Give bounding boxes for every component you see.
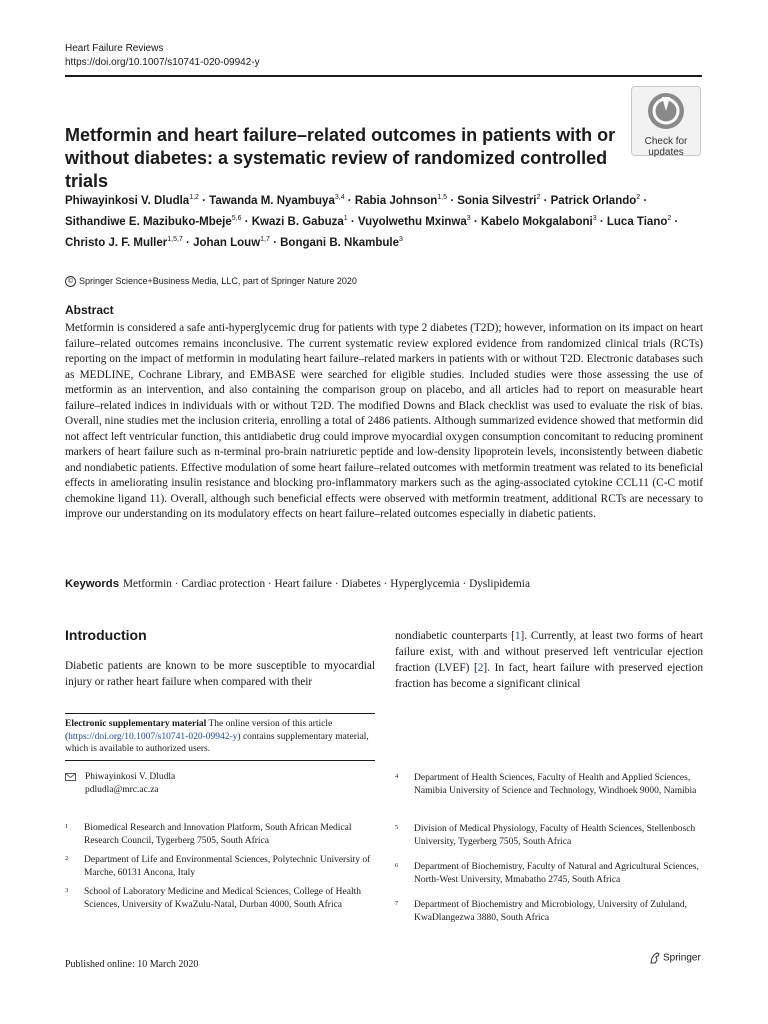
introduction-left-column: Diabetic patients are known to be more susceptible to myocardial injury or rather heart failure when compared with their: [65, 660, 375, 688]
affiliation-number: 5: [395, 824, 399, 831]
affiliation-item: [65, 854, 375, 880]
abstract-heading: Abstract: [65, 303, 114, 317]
keywords-label: Keywords: [65, 578, 119, 590]
intro-text-part: ]. In fact, heart failure with preserved ejection fraction has become a significant clinical: [395, 662, 703, 690]
author-name[interactable]: Sithandiwe E. Mazibuko-Mbeje: [65, 215, 232, 228]
affiliation-text: Department of Life and Environmental Sciences, Polytechnic University of Marche, 60131 Ancona, Italy: [84, 855, 371, 878]
affiliation-text: Division of Medical Physiology, Faculty of Health Sciences, Stellenbosch University, Tygerberg 7505, South Africa: [414, 824, 696, 847]
springer-logo: [649, 952, 701, 964]
author-name[interactable]: Rabia Johnson: [354, 194, 438, 207]
publisher-name: Springer: [663, 952, 701, 964]
author-name[interactable]: Vuyolwethu Mxinwa: [357, 215, 467, 228]
author-name[interactable]: Tawanda M. Nyambuya: [209, 194, 335, 207]
abstract-text: Metformin is considered a safe anti-hyperglycemic drug for patients with type 2 diabetes (T2D); however, information on its impact on heart failure–related outcomes remains inconclusive. The current systematic review explored evidence from randomized clinical trials (RCTs) reporting on the impact of metformin in modulating heart failure–related markers in patients with or without T2D. Electronic databases such as MEDLINE, Cochrane Library, and EMBASE were searched for eligible studies. Included studies were those assessing the use of metformin as an intervention, and also containing the comparison group on placebo, and all articles had to report on measurable heart failure–related indices in individuals with or without T2D. The modified Downs and Black checklist was used to evaluate the risk of bias. Overall, nine studies met the inclusion criteria, enrolling a total of 2486 patients. Although summarized evidence showed that metformin did not affect left ventricular function, this antidiabetic drug could improve myocardial oxygen consumption concomitant to reducing prominent markers of heart failure such as n-terminal pro-brain natriuretic peptide and low-density lipoprotein levels, inconsistently between diabetic and nondiabetic patients. Effective modulation of some heart failure–related outcomes with metformin treatment was related to its beneficial effects in ameliorating insulin resistance and blocking pro-inflammatory markers such as the aging-associated cytokine CCL11 (C-C motif chemokine ligand 11). Overall, although such beneficial effects were observed with metformin treatment, additional RCTs are necessary to improve our understanding on its modulatory effects on heart failure–related outcomes especially in diabetic patients.: [65, 322, 703, 520]
badge-label-line1: Check for: [644, 136, 688, 147]
affiliation-item: [395, 823, 705, 849]
esm-text: The online version of this article (: [65, 719, 333, 742]
author-affiliation-marks: 1,5: [437, 194, 447, 201]
article-title: Metformin and heart failure–related outcomes in patients with or without diabetes: a systematic review of randomized controlled trials: [65, 125, 616, 191]
header-rule: [65, 75, 702, 77]
affiliation-number: 2: [65, 855, 69, 862]
affiliation-text: School of Laboratory Medicine and Medical Sciences, College of Health Sciences, University of KwaZulu-Natal, Durban 4000, South Africa: [84, 887, 361, 910]
affiliation-text: Department of Biochemistry and Microbiology, University of Zululand, KwaDlangezwa 3880, South Africa: [414, 900, 687, 923]
article-doi-link[interactable]: https://doi.org/10.1007/s10741-020-09942-y: [65, 57, 260, 68]
author-name[interactable]: Johan Louw: [193, 236, 261, 249]
supplementary-material-note: [65, 713, 375, 761]
affiliation-item: [65, 886, 375, 912]
esm-label: Electronic supplementary material: [65, 719, 207, 729]
springer-horse-icon: [649, 952, 661, 964]
copyright-text: Springer Science+Business Media, LLC, part of Springer Nature 2020: [79, 276, 357, 286]
author-name[interactable]: Luca Tiano: [606, 215, 668, 228]
author-affiliation-marks: 2: [636, 194, 641, 201]
author-affiliation-marks: 1,7: [260, 235, 270, 243]
author-affiliation-marks: 1,2: [189, 194, 199, 201]
citation-link-1[interactable]: 1: [514, 630, 521, 642]
badge-label-line2: updates: [648, 147, 684, 158]
author-affiliation-marks: 3: [466, 214, 471, 222]
author-affiliation-marks: 3: [592, 214, 597, 222]
author-list: Phiwayinkosi V. Dludla$^{1,2}$ · Tawanda M. Nyambuya$^{3,4}$ · Rabia Johnson$^{1,5}$ · Sonia Silvestri$^2$ · Patrick Orlando$^2$ · Sithandiwe E. Mazibuko-Mbeje$^{5,6}$ · Kwazi B. Gabuza$^1$ · Vuyolwethu Mxinwa$^3$ · Kabelo Mokgalaboni$^3$ · Luca Tiano$^2$ · Christo J. F. Muller$^{1,5,7}$ · Johan Louw$^{1,7}$ · Bongani B. Nkambule$^3$: [65, 194, 679, 249]
author-name[interactable]: Kabelo Mokgalaboni: [480, 215, 593, 228]
author-name[interactable]: Patrick Orlando: [550, 194, 637, 207]
check-for-updates-badge[interactable]: [631, 86, 701, 156]
envelope-icon: [65, 773, 76, 781]
author-affiliation-marks: 2: [536, 194, 541, 201]
keywords-text: Metformin · Cardiac protection · Heart failure · Diabetes · Hyperglycemia · Dyslipidemia: [123, 578, 530, 590]
author-affiliation-marks: 3,4: [334, 194, 345, 201]
affiliation-number: 4: [395, 773, 399, 780]
author-affiliation-marks: 2: [667, 214, 672, 222]
check-for-updates-icon: [646, 91, 686, 131]
copyright-line: [65, 276, 357, 287]
introduction-right-column: [395, 628, 703, 692]
author-affiliation-marks: 3: [398, 235, 403, 243]
esm-doi-link[interactable]: https://doi.org/10.1007/s10741-020-09942-y: [68, 731, 238, 742]
copyright-icon: ©: [65, 276, 76, 287]
author-affiliation-marks: 1,5,7: [167, 235, 183, 243]
keywords-line: [65, 578, 705, 590]
esm-text: ) contains supplementary material, which is available to authorized users.: [65, 731, 369, 754]
author-name[interactable]: Christo J. F. Muller: [65, 236, 168, 249]
corresponding-author-email[interactable]: pdludla@mrc.ac.za: [85, 785, 159, 795]
affiliation-text: Department of Health Sciences, Faculty of Health and Applied Sciences, Namibia University of Science and Technology, Windhoek 9000, Namibia: [414, 773, 697, 796]
correspondence-block: [65, 771, 375, 797]
author-affiliation-marks: 5,6: [231, 214, 242, 222]
published-date: Published online: 10 March 2020: [65, 959, 199, 970]
affiliation-item: [395, 861, 705, 887]
citation-link-2[interactable]: 2: [477, 662, 484, 674]
affiliation-text: Biomedical Research and Innovation Platform, South African Medical Research Council, Tygerberg 7505, South Africa: [84, 823, 352, 846]
affiliation-item: [395, 772, 705, 798]
corresponding-author-name: Phiwayinkosi V. Dludla: [85, 772, 176, 782]
author-affiliation-marks: 1: [343, 214, 348, 222]
affiliation-item: [395, 899, 705, 925]
author-name[interactable]: Sonia Silvestri: [457, 194, 537, 207]
affiliation-number: 1: [65, 823, 69, 830]
journal-name: Heart Failure Reviews: [65, 43, 164, 54]
intro-text-part: ]. Currently, at least two forms of heart failure exist, with and without preserved left ventricular ejection fraction (LVEF) [: [395, 630, 703, 674]
affiliation-number: 6: [395, 862, 399, 869]
affiliation-item: [65, 822, 375, 848]
author-name[interactable]: Bongani B. Nkambule: [280, 236, 399, 249]
author-name[interactable]: Phiwayinkosi V. Dludla: [65, 194, 190, 207]
affiliation-number: 3: [65, 887, 69, 894]
intro-text-part: nondiabetic counterparts [: [395, 630, 515, 642]
affiliation-text: Department of Biochemistry, Faculty of Natural and Agricultural Sciences, North-West University, Mmabatho 2745, South Africa: [414, 862, 699, 885]
introduction-heading: Introduction: [65, 627, 147, 643]
affiliation-number: 7: [395, 900, 399, 907]
author-name[interactable]: Kwazi B. Gabuza: [251, 215, 344, 228]
